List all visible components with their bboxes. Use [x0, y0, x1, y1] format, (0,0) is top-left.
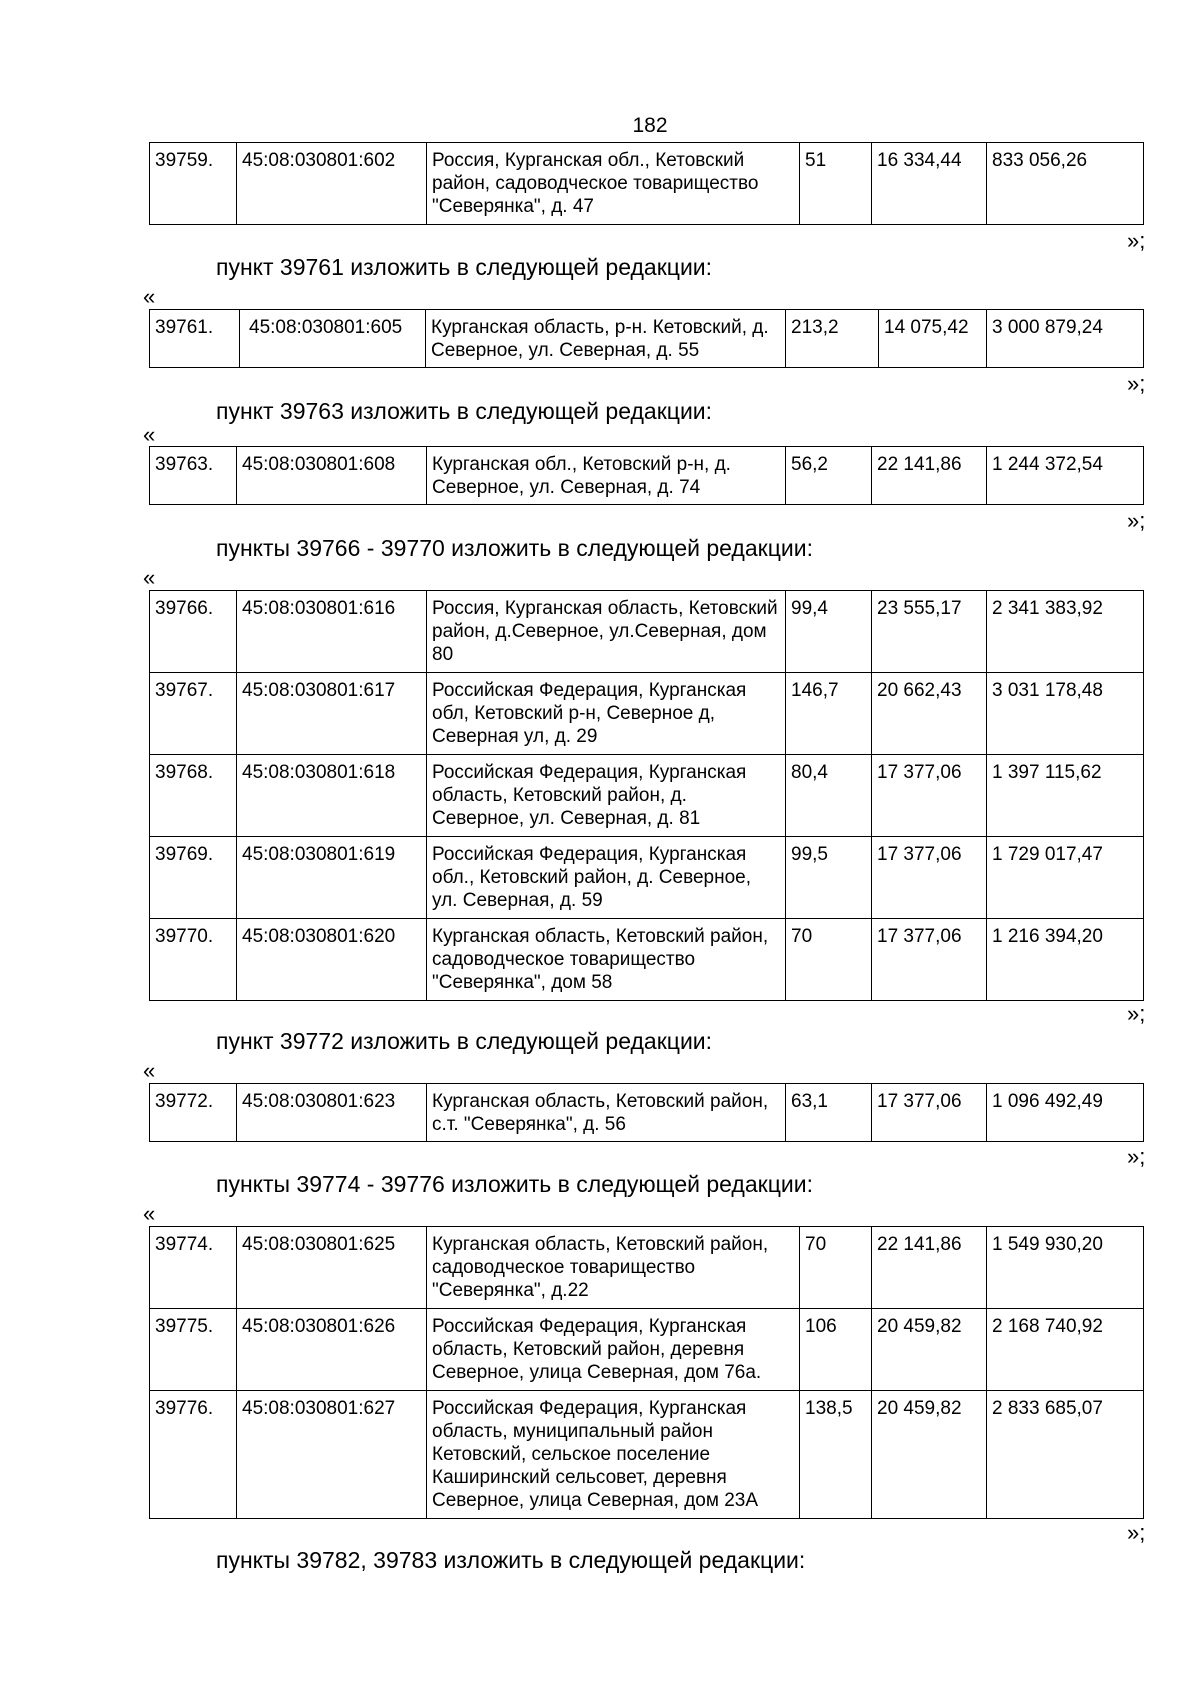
row-number: 39759.	[150, 143, 237, 225]
address: Курганская область, Кетовский район, с.т. "Северянка", д. 56	[427, 1084, 786, 1142]
total-value: 2 341 383,92	[987, 591, 1144, 673]
closing-quote: »;	[1127, 1001, 1146, 1026]
row-number: 39772.	[150, 1084, 237, 1142]
instruction-text: пункты 39766 - 39770 изложить в следующей редакции:	[216, 535, 813, 561]
unit-price: 22 141,86	[872, 1227, 987, 1309]
cadastral-number: 45:08:030801:617	[237, 673, 427, 755]
property-table	[149, 1226, 1144, 1519]
total-value: 2 833 685,07	[987, 1391, 1144, 1519]
total-value: 833 056,26	[987, 143, 1144, 225]
cadastral-number: 45:08:030801:625	[237, 1227, 427, 1309]
row-number: 39769.	[150, 837, 237, 919]
row-number: 39774.	[150, 1227, 237, 1309]
cadastral-number: 45:08:030801:627	[237, 1391, 427, 1519]
cadastral-number: 45:08:030801:623	[237, 1084, 427, 1142]
unit-price: 17 377,06	[872, 919, 987, 1001]
closing-quote: »;	[1127, 1520, 1146, 1545]
property-table	[149, 309, 1144, 368]
instruction-text: пункт 39763 изложить в следующей редакции:	[216, 398, 713, 424]
unit-price: 17 377,06	[872, 755, 987, 837]
address: Российская Федерация, Курганская обл, Кетовский р-н, Северное д, Северная ул, д. 29	[427, 673, 786, 755]
property-table	[149, 142, 1144, 225]
row-number: 39761.	[150, 310, 240, 368]
table-row	[150, 1391, 1144, 1519]
total-value: 1 096 492,49	[987, 1084, 1144, 1142]
table-row	[150, 1084, 1144, 1142]
table-row	[150, 837, 1144, 919]
area: 80,4	[786, 755, 872, 837]
row-number: 39776.	[150, 1391, 237, 1519]
unit-price: 20 459,82	[872, 1309, 987, 1391]
address: Курганская область, Кетовский район, садоводческое товарищество "Северянка", дом 58	[427, 919, 786, 1001]
closing-quote: »;	[1127, 371, 1146, 396]
table-row	[150, 591, 1144, 673]
address: Российская Федерация, Курганская область, муниципальный район Кетовский, сельское поселение Каширинский сельсовет, деревня Северное, улица Северная, дом 23А	[427, 1391, 800, 1519]
total-value: 2 168 740,92	[987, 1309, 1144, 1391]
area: 213,2	[786, 310, 879, 368]
total-value: 1 397 115,62	[987, 755, 1144, 837]
instruction-text: пункты 39782, 39783 изложить в следующей редакции:	[216, 1547, 806, 1573]
address: Россия, Курганская обл., Кетовский район, садоводческое товарищество "Северянка", д. 47	[427, 143, 800, 225]
table-row	[150, 143, 1144, 225]
row-number: 39763.	[150, 447, 237, 505]
closing-quote: »;	[1127, 228, 1146, 253]
unit-price: 22 141,86	[872, 447, 987, 505]
row-number: 39768.	[150, 755, 237, 837]
cadastral-number: 45:08:030801:616	[237, 591, 427, 673]
instruction-text: пункт 39761 изложить в следующей редакции:	[216, 254, 713, 280]
unit-price: 16 334,44	[872, 143, 987, 225]
opening-quote: «	[143, 1201, 156, 1226]
instruction-text: пункт 39772 изложить в следующей редакции:	[216, 1028, 713, 1054]
cadastral-number: 45:08:030801:605	[240, 310, 426, 368]
total-value: 3 031 178,48	[987, 673, 1144, 755]
total-value: 1 216 394,20	[987, 919, 1144, 1001]
area: 146,7	[786, 673, 872, 755]
area: 56,2	[786, 447, 872, 505]
cadastral-number: 45:08:030801:626	[237, 1309, 427, 1391]
area: 70	[800, 1227, 872, 1309]
property-table	[149, 590, 1144, 1001]
address: Российская Федерация, Курганская область, Кетовский район, деревня Северное, улица Северная, дом 76а.	[427, 1309, 800, 1391]
area: 63,1	[786, 1084, 872, 1142]
area: 106	[800, 1309, 872, 1391]
row-number: 39767.	[150, 673, 237, 755]
closing-quote: »;	[1127, 1144, 1146, 1169]
total-value: 1 729 017,47	[987, 837, 1144, 919]
unit-price: 17 377,06	[872, 1084, 987, 1142]
page-number: 182	[632, 114, 668, 137]
table-row	[150, 447, 1144, 505]
closing-quote: »;	[1127, 508, 1146, 533]
unit-price: 20 662,43	[872, 673, 987, 755]
total-value: 3 000 879,24	[987, 310, 1144, 368]
area: 51	[800, 143, 872, 225]
table-row	[150, 310, 1144, 368]
instruction-text: пункты 39774 - 39776 изложить в следующей редакции:	[216, 1171, 813, 1197]
row-number: 39770.	[150, 919, 237, 1001]
opening-quote: «	[143, 1058, 156, 1083]
table-row	[150, 673, 1144, 755]
total-value: 1 244 372,54	[987, 447, 1144, 505]
property-table	[149, 1083, 1144, 1142]
area: 99,4	[786, 591, 872, 673]
table-row	[150, 755, 1144, 837]
unit-price: 20 459,82	[872, 1391, 987, 1519]
row-number: 39766.	[150, 591, 237, 673]
opening-quote: «	[143, 565, 156, 590]
unit-price: 14 075,42	[879, 310, 987, 368]
address: Курганская обл., Кетовский р-н, д. Северное, ул. Северная, д. 74	[427, 447, 786, 505]
row-number: 39775.	[150, 1309, 237, 1391]
cadastral-number: 45:08:030801:618	[237, 755, 427, 837]
opening-quote: «	[143, 284, 156, 309]
table-row	[150, 919, 1144, 1001]
total-value: 1 549 930,20	[987, 1227, 1144, 1309]
cadastral-number: 45:08:030801:620	[237, 919, 427, 1001]
cadastral-number: 45:08:030801:608	[237, 447, 427, 505]
unit-price: 17 377,06	[872, 837, 987, 919]
area: 99,5	[786, 837, 872, 919]
table-row	[150, 1227, 1144, 1309]
address: Курганская область, Кетовский район, садоводческое товарищество "Северянка", д.22	[427, 1227, 800, 1309]
opening-quote: «	[143, 422, 156, 447]
address: Россия, Курганская область, Кетовский район, д.Северное, ул.Северная, дом 80	[427, 591, 786, 673]
unit-price: 23 555,17	[872, 591, 987, 673]
cadastral-number: 45:08:030801:602	[237, 143, 427, 225]
address: Курганская область, р-н. Кетовский, д. Северное, ул. Северная, д. 55	[426, 310, 786, 368]
property-table	[149, 446, 1144, 505]
table-row	[150, 1309, 1144, 1391]
area: 70	[786, 919, 872, 1001]
address: Российская Федерация, Курганская область, Кетовский район, д. Северное, ул. Северная, д. 81	[427, 755, 786, 837]
address: Российская Федерация, Курганская обл., Кетовский район, д. Северное, ул. Северная, д. 59	[427, 837, 786, 919]
cadastral-number: 45:08:030801:619	[237, 837, 427, 919]
area: 138,5	[800, 1391, 872, 1519]
